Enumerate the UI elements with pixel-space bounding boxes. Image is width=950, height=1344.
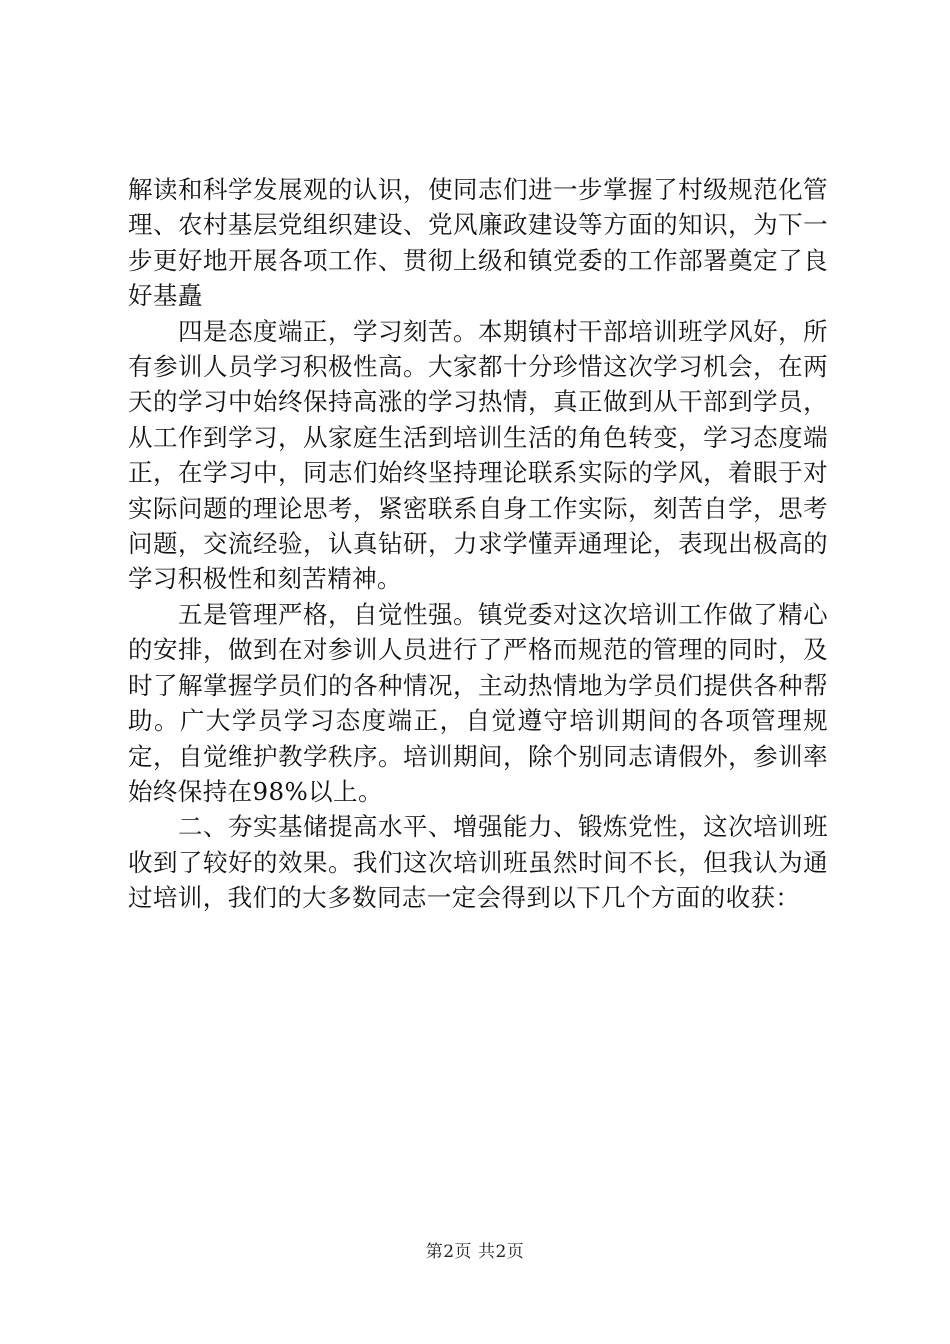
paragraph-attitude: 四是态度端正，学习刻苦。本期镇村干部培训班学风好，所有参训人员学习积极性高。大家都十分珍惜这次学习机会，在两天的学习中始终保持高涨的学习热情，真正做到从干部到学员，从工作到学习，从家庭生活到培训生活的角色转变，学习态度端正，在学习中，同志们始终坚持理论联系实际的学风，着眼于对实际问题的理论思考，紧密联系自身工作实际，刻苦自学，思考问题，交流经验，认真钻研，力求学懂弄通理论，表现出极高的学习积极性和刻苦精神。 bbox=[128, 316, 828, 594]
document-body bbox=[128, 172, 828, 916]
paragraph-continuation: 解读和科学发展观的认识，使同志们进一步掌握了村级规范化管理、农村基层党组织建设、党风廉政建设等方面的知识，为下一步更好地开展各项工作、贯彻上级和镇党委的工作部署奠定了良好基矗 bbox=[128, 175, 828, 311]
page-footer: 第2页 共2页 bbox=[425, 1242, 525, 1262]
paragraph-management: 五是管理严格，自觉性强。镇党委对这次培训工作做了精心的安排，做到在对参训人员进行了严格而规范的管理的同时，及时了解掌握学员们的各种情况，主动热情地为学员们提供各种帮助。广大学员学习态度端正，自觉遵守培训期间的各项管理规定，自觉维护教学秩序。培训期间，除个别同志请假外，参训率始终保持在98%以上。 bbox=[128, 599, 828, 806]
paragraph-results: 二、夯实基储提高水平、增强能力、锻炼党性，这次培训班收到了较好的效果。我们这次培训班虽然时间不长，但我认为通过培训，我们的大多数同志一定会得到以下几个方面的收获： bbox=[128, 812, 828, 913]
